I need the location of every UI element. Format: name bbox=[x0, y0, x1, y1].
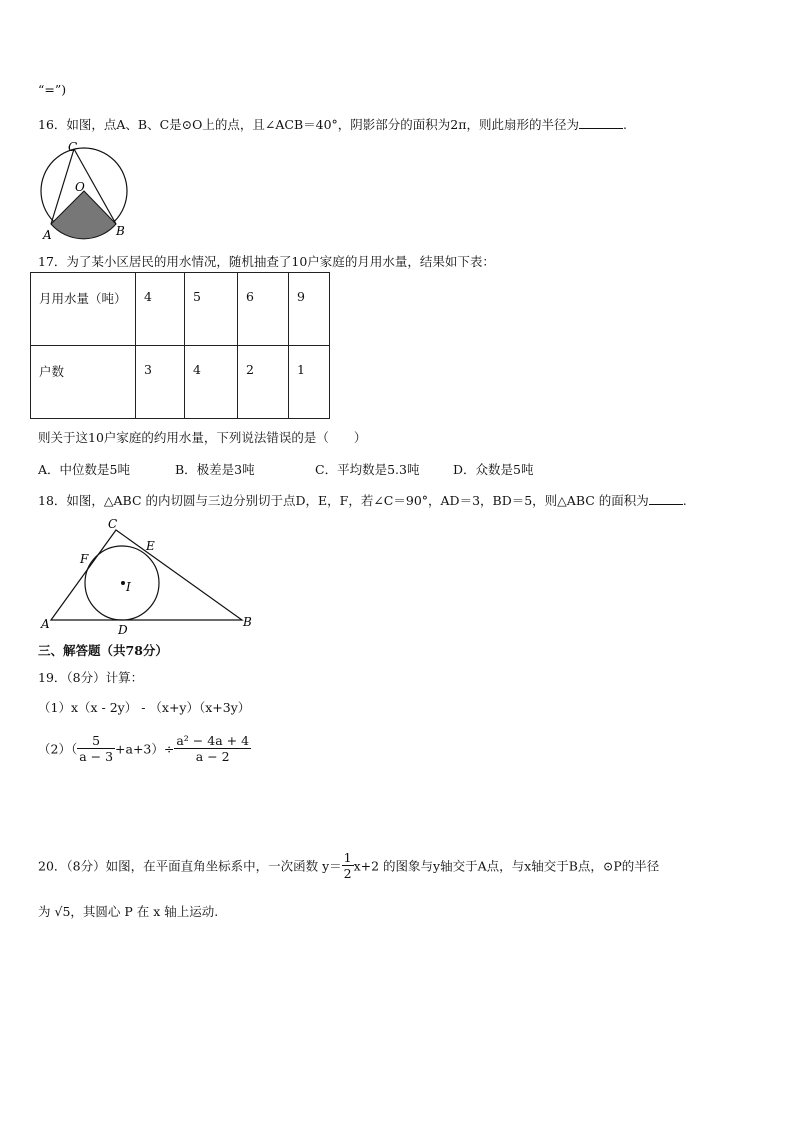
q16-text bbox=[38, 115, 627, 133]
q16-label-b: B bbox=[116, 224, 125, 238]
q16-circle-figure bbox=[34, 138, 134, 242]
q19-fraction-1 bbox=[77, 733, 115, 764]
q17-question: 则关于这10户家庭的约用水量，下列说法错误的是（ ） bbox=[38, 430, 367, 445]
q16-label-a: A bbox=[43, 228, 52, 242]
q19-fraction-1-numerator: 5 bbox=[77, 733, 115, 749]
table-row bbox=[31, 273, 330, 346]
q19-part2-middle: +a+3）÷ bbox=[115, 741, 175, 757]
q18-label-e: E bbox=[146, 539, 155, 553]
q18-label-a: A bbox=[41, 617, 50, 631]
table-cell: 4 bbox=[136, 273, 185, 346]
q18-text-end: . bbox=[682, 493, 687, 508]
q16-text-main: 16．如图，点A、B、C是⊙O上的点，且∠ACB＝40°，阴影部分的面积为2π，则此扇形的半径为 bbox=[38, 117, 579, 132]
table-cell: 4 bbox=[185, 346, 238, 419]
table-cell: 5 bbox=[185, 273, 238, 346]
q18-incenter-dot bbox=[121, 581, 125, 585]
q19-part2-prefix: （2）（ bbox=[38, 741, 78, 757]
q18-label-d: D bbox=[118, 623, 128, 637]
q19-fraction-1-denominator: a − 3 bbox=[79, 749, 114, 764]
q17-option-c[interactable]: C．平均数是5.3吨 bbox=[315, 462, 420, 477]
q17-text: 17．为了某小区居民的用水情况，随机抽查了10户家庭的月用水量，结果如下表： bbox=[38, 254, 495, 269]
q18-text bbox=[38, 491, 687, 509]
q17-option-a[interactable]: A．中位数是5吨 bbox=[38, 462, 130, 477]
q16-label-c: C bbox=[68, 140, 78, 154]
q20-text-line1 bbox=[38, 850, 659, 881]
q18-label-f: F bbox=[80, 552, 89, 566]
q20-fraction-numerator: 1 bbox=[343, 850, 352, 865]
table-cell: 3 bbox=[136, 346, 185, 419]
table-cell: 9 bbox=[289, 273, 330, 346]
table-cell: 1 bbox=[289, 346, 330, 419]
q19-fraction-2-denominator: a − 2 bbox=[195, 749, 230, 764]
q20-text-rest: x+2 的图象与y轴交于A点，与x轴交于B点，⊙P的半径 bbox=[353, 858, 660, 874]
top-note: “=”) bbox=[38, 82, 67, 97]
table-cell: 月用水量（吨） bbox=[31, 273, 136, 346]
q16-label-o: O bbox=[75, 180, 85, 194]
q17-option-b[interactable]: B．极差是3吨 bbox=[175, 462, 255, 477]
q19-title: 19．（8分）计算： bbox=[38, 670, 144, 685]
q20-text-start: 20．（8分）如图，在平面直角坐标系中，一次函数 y＝ bbox=[38, 858, 342, 874]
q16-answer-blank bbox=[579, 118, 623, 129]
table-cell: 6 bbox=[238, 273, 289, 346]
q19-fraction-2-numerator: a² − 4a + 4 bbox=[176, 733, 250, 748]
table-row bbox=[31, 346, 330, 419]
q18-triangle-figure bbox=[36, 514, 266, 638]
q20-text-line2: 为 √5，其圆心 P 在 x 轴上运动. bbox=[38, 904, 219, 919]
q18-answer-blank bbox=[649, 494, 683, 505]
q19-part2 bbox=[38, 733, 251, 764]
q16-shaded-sector bbox=[51, 191, 116, 239]
q19-part1: （1）x（x - 2y） - （x+y）（x+3y） bbox=[38, 700, 251, 715]
q18-label-c: C bbox=[108, 517, 118, 531]
q18-label-b: B bbox=[243, 615, 252, 629]
q16-text-end: . bbox=[622, 117, 627, 132]
section-heading: 三、解答题（共78分） bbox=[38, 643, 168, 658]
q20-fraction bbox=[342, 850, 354, 881]
q17-option-d[interactable]: D．众数是5吨 bbox=[453, 462, 534, 477]
q17-data-table bbox=[30, 272, 330, 419]
table-cell: 2 bbox=[238, 346, 289, 419]
q19-fraction-2 bbox=[174, 733, 251, 764]
q18-label-i: I bbox=[126, 580, 131, 594]
q18-text-main: 18．如图，△ABC 的内切圆与三边分别切于点D，E，F，若∠C＝90°，AD＝3，BD＝5，则△ABC 的面积为 bbox=[38, 493, 649, 508]
table-cell: 户数 bbox=[31, 346, 136, 419]
q20-fraction-denominator: 2 bbox=[343, 866, 352, 881]
